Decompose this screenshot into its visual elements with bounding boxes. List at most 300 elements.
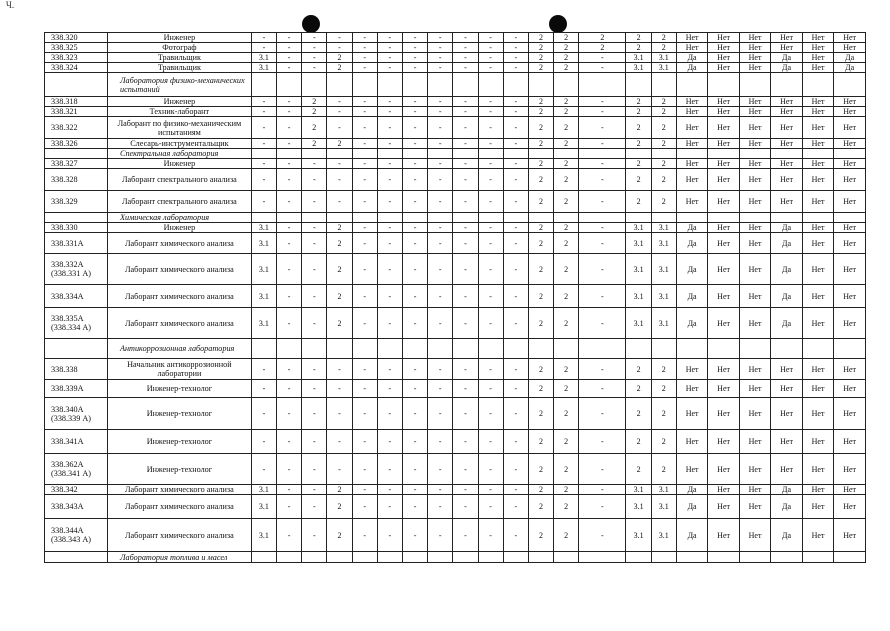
empty-cell <box>771 552 802 563</box>
punch-hole <box>302 15 320 33</box>
value-cell: - <box>377 430 402 454</box>
empty-cell <box>626 552 651 563</box>
value-cell: - <box>377 97 402 107</box>
value-cell: Да <box>676 233 707 254</box>
value-cell: Нет <box>834 398 866 430</box>
value-cell: Да <box>771 254 802 285</box>
value-cell: - <box>428 43 453 53</box>
value-cell: - <box>579 285 626 308</box>
empty-cell <box>428 149 453 159</box>
value-cell: Нет <box>802 117 833 139</box>
value-cell: 2 <box>579 33 626 43</box>
empty-cell <box>251 213 276 223</box>
empty-cell <box>834 339 866 359</box>
empty-cell <box>277 213 302 223</box>
position-name: Лаборант химического анализа <box>107 308 251 339</box>
value-cell: - <box>402 254 427 285</box>
value-cell: - <box>302 398 327 430</box>
value-cell: - <box>579 233 626 254</box>
value-cell: Да <box>676 53 707 63</box>
value-cell: 3.1 <box>251 223 276 233</box>
value-cell: Нет <box>771 43 802 53</box>
empty-cell <box>277 73 302 97</box>
position-name: Лаборант химического анализа <box>107 519 251 552</box>
empty-cell <box>478 339 503 359</box>
value-cell: - <box>352 454 377 485</box>
code-cell: 338.328 <box>45 169 108 191</box>
value-cell: Нет <box>771 117 802 139</box>
value-cell: - <box>478 97 503 107</box>
value-cell: Нет <box>834 97 866 107</box>
code-cell: 338.322 <box>45 117 108 139</box>
value-cell: 2 <box>528 53 553 63</box>
code-cell: 338.340А (338.339 А) <box>45 398 108 430</box>
empty-cell <box>327 149 352 159</box>
value-cell: - <box>428 285 453 308</box>
value-cell: Нет <box>834 519 866 552</box>
table-row <box>45 223 866 233</box>
code-cell: 338.325 <box>45 43 108 53</box>
value-cell: Нет <box>708 430 739 454</box>
value-cell: - <box>428 485 453 495</box>
value-cell: Нет <box>739 398 770 430</box>
value-cell: - <box>277 169 302 191</box>
value-cell: Нет <box>676 107 707 117</box>
value-cell: Нет <box>708 308 739 339</box>
value-cell: - <box>302 43 327 53</box>
value-cell: Нет <box>802 398 833 430</box>
value-cell: - <box>302 159 327 169</box>
code-cell: 338.331А <box>45 233 108 254</box>
value-cell: Нет <box>676 43 707 53</box>
value-cell: 3.1 <box>626 285 651 308</box>
value-cell: Да <box>676 495 707 519</box>
value-cell: 2 <box>302 117 327 139</box>
value-cell: 2 <box>651 107 676 117</box>
value-cell: 2 <box>528 495 553 519</box>
value-cell: Нет <box>708 169 739 191</box>
value-cell: Нет <box>739 33 770 43</box>
value-cell: Нет <box>739 139 770 149</box>
value-cell: - <box>428 169 453 191</box>
value-cell: 2 <box>327 285 352 308</box>
empty-cell <box>651 149 676 159</box>
empty-cell <box>503 552 528 563</box>
value-cell: - <box>503 308 528 339</box>
value-cell: Нет <box>739 43 770 53</box>
value-cell: - <box>428 107 453 117</box>
value-cell: - <box>352 191 377 213</box>
value-cell: Нет <box>739 285 770 308</box>
value-cell: Нет <box>802 107 833 117</box>
value-cell: - <box>478 63 503 73</box>
value-cell: Нет <box>802 43 833 53</box>
value-cell: Нет <box>834 191 866 213</box>
value-cell: 2 <box>651 191 676 213</box>
scan-mark: Ч. <box>6 0 15 10</box>
value-cell: - <box>402 159 427 169</box>
value-cell: - <box>453 191 478 213</box>
value-cell: - <box>453 43 478 53</box>
value-cell: Нет <box>708 139 739 149</box>
value-cell: Нет <box>708 495 739 519</box>
value-cell: - <box>402 285 427 308</box>
value-cell: - <box>251 191 276 213</box>
code-cell <box>45 552 108 563</box>
value-cell: 2 <box>626 97 651 107</box>
empty-cell <box>503 73 528 97</box>
empty-cell <box>676 213 707 223</box>
value-cell: - <box>327 117 352 139</box>
table-row <box>45 454 866 485</box>
table-row <box>45 519 866 552</box>
value-cell: 2 <box>554 191 579 213</box>
value-cell: - <box>453 380 478 398</box>
value-cell: Нет <box>834 107 866 117</box>
value-cell: Да <box>771 53 802 63</box>
value-cell: - <box>277 359 302 380</box>
value-cell: - <box>352 308 377 339</box>
table-row <box>45 139 866 149</box>
table-row <box>45 485 866 495</box>
section-row <box>45 149 866 159</box>
value-cell: 2 <box>327 63 352 73</box>
empty-cell <box>739 552 770 563</box>
value-cell: 2 <box>528 63 553 73</box>
value-cell: - <box>402 308 427 339</box>
value-cell: - <box>302 519 327 552</box>
value-cell: - <box>402 454 427 485</box>
value-cell: 2 <box>626 139 651 149</box>
value-cell: - <box>503 398 528 430</box>
value-cell: 3.1 <box>651 495 676 519</box>
value-cell: - <box>428 519 453 552</box>
value-cell: - <box>579 53 626 63</box>
value-cell: 2 <box>528 519 553 552</box>
value-cell: - <box>277 398 302 430</box>
value-cell: - <box>251 33 276 43</box>
value-cell: - <box>352 117 377 139</box>
value-cell: - <box>302 254 327 285</box>
empty-cell <box>453 149 478 159</box>
table-row <box>45 191 866 213</box>
empty-cell <box>626 213 651 223</box>
value-cell: Нет <box>802 97 833 107</box>
code-cell: 338.344А (338.343 А) <box>45 519 108 552</box>
value-cell: - <box>503 117 528 139</box>
position-name: Лаборант по физико-механическим испытаниям <box>107 117 251 139</box>
value-cell: - <box>402 233 427 254</box>
section-title: Спектральная лаборатория <box>107 149 251 159</box>
value-cell: - <box>377 169 402 191</box>
empty-cell <box>579 552 626 563</box>
empty-cell <box>771 149 802 159</box>
table-row <box>45 430 866 454</box>
value-cell: - <box>478 254 503 285</box>
value-cell: 2 <box>327 485 352 495</box>
value-cell: 2 <box>327 233 352 254</box>
value-cell: Нет <box>739 308 770 339</box>
table-row <box>45 63 866 73</box>
value-cell: 2 <box>528 97 553 107</box>
value-cell: - <box>352 43 377 53</box>
value-cell: 2 <box>528 359 553 380</box>
value-cell: 3.1 <box>626 233 651 254</box>
value-cell: - <box>428 495 453 519</box>
empty-cell <box>277 552 302 563</box>
value-cell: - <box>302 233 327 254</box>
value-cell: - <box>478 139 503 149</box>
value-cell: Нет <box>834 139 866 149</box>
value-cell: - <box>251 107 276 117</box>
value-cell: - <box>277 139 302 149</box>
value-cell: Нет <box>739 430 770 454</box>
value-cell: - <box>478 398 503 430</box>
value-cell: - <box>503 33 528 43</box>
empty-cell <box>302 149 327 159</box>
code-cell: 338.334А <box>45 285 108 308</box>
value-cell: 2 <box>626 159 651 169</box>
value-cell: - <box>377 191 402 213</box>
value-cell: Нет <box>739 223 770 233</box>
value-cell: - <box>579 107 626 117</box>
value-cell: - <box>579 454 626 485</box>
value-cell: - <box>277 33 302 43</box>
value-cell: Да <box>771 519 802 552</box>
empty-cell <box>528 149 553 159</box>
value-cell: Нет <box>834 33 866 43</box>
value-cell: 2 <box>626 117 651 139</box>
value-cell: Нет <box>802 191 833 213</box>
position-name: Лаборант химического анализа <box>107 285 251 308</box>
value-cell: - <box>302 169 327 191</box>
value-cell: Нет <box>802 139 833 149</box>
value-cell: - <box>428 139 453 149</box>
value-cell: 2 <box>579 43 626 53</box>
value-cell: - <box>327 359 352 380</box>
value-cell: Да <box>676 254 707 285</box>
value-cell: Нет <box>708 454 739 485</box>
value-cell: 2 <box>302 97 327 107</box>
empty-cell <box>579 213 626 223</box>
empty-cell <box>277 339 302 359</box>
value-cell: - <box>503 495 528 519</box>
value-cell: - <box>377 519 402 552</box>
section-title: Лаборатория физико-механических испытаний <box>107 73 251 97</box>
value-cell: 2 <box>528 223 553 233</box>
position-name: Лаборант химического анализа <box>107 495 251 519</box>
value-cell: Нет <box>834 223 866 233</box>
value-cell: - <box>377 107 402 117</box>
value-cell: Нет <box>771 139 802 149</box>
empty-cell <box>834 149 866 159</box>
value-cell: - <box>377 398 402 430</box>
empty-cell <box>377 339 402 359</box>
value-cell: - <box>478 43 503 53</box>
empty-cell <box>626 73 651 97</box>
value-cell: - <box>428 233 453 254</box>
code-cell <box>45 149 108 159</box>
position-name: Лаборант химического анализа <box>107 485 251 495</box>
empty-cell <box>251 73 276 97</box>
value-cell: - <box>402 169 427 191</box>
empty-cell <box>352 213 377 223</box>
empty-cell <box>352 339 377 359</box>
code-cell: 338.324 <box>45 63 108 73</box>
value-cell: Нет <box>708 223 739 233</box>
value-cell: - <box>277 430 302 454</box>
empty-cell <box>651 73 676 97</box>
position-name: Инженер <box>107 97 251 107</box>
position-name: Лаборант спектрального анализа <box>107 191 251 213</box>
empty-cell <box>428 73 453 97</box>
value-cell: - <box>453 33 478 43</box>
value-cell: - <box>503 191 528 213</box>
empty-cell <box>302 73 327 97</box>
value-cell: 2 <box>554 139 579 149</box>
value-cell: - <box>453 139 478 149</box>
empty-cell <box>834 552 866 563</box>
value-cell: 2 <box>651 380 676 398</box>
value-cell: - <box>377 485 402 495</box>
value-cell: - <box>503 485 528 495</box>
value-cell: 2 <box>554 63 579 73</box>
value-cell: 2 <box>626 430 651 454</box>
table-row <box>45 117 866 139</box>
table-row <box>45 495 866 519</box>
value-cell: - <box>579 380 626 398</box>
value-cell: Нет <box>708 97 739 107</box>
section-title: Антикоррозионная лаборатория <box>107 339 251 359</box>
value-cell: 2 <box>651 159 676 169</box>
value-cell: 2 <box>651 43 676 53</box>
value-cell: - <box>579 495 626 519</box>
value-cell: Нет <box>834 254 866 285</box>
value-cell: - <box>377 254 402 285</box>
value-cell: 2 <box>626 191 651 213</box>
value-cell: - <box>302 454 327 485</box>
empty-cell <box>802 552 833 563</box>
empty-cell <box>453 339 478 359</box>
empty-cell <box>771 213 802 223</box>
value-cell: 2 <box>651 139 676 149</box>
value-cell: - <box>428 63 453 73</box>
value-cell: - <box>503 43 528 53</box>
code-cell: 338.343А <box>45 495 108 519</box>
value-cell: - <box>352 223 377 233</box>
value-cell: Нет <box>708 191 739 213</box>
value-cell: Нет <box>739 63 770 73</box>
value-cell: - <box>277 63 302 73</box>
value-cell: Да <box>676 223 707 233</box>
value-cell: - <box>503 97 528 107</box>
value-cell: Нет <box>802 430 833 454</box>
empty-cell <box>708 73 739 97</box>
value-cell: - <box>277 254 302 285</box>
value-cell: Нет <box>708 485 739 495</box>
value-cell: 2 <box>528 308 553 339</box>
value-cell: - <box>251 430 276 454</box>
empty-cell <box>453 552 478 563</box>
value-cell: - <box>503 430 528 454</box>
value-cell: - <box>579 254 626 285</box>
value-cell: Нет <box>708 359 739 380</box>
empty-cell <box>708 213 739 223</box>
value-cell: Нет <box>771 380 802 398</box>
value-cell: - <box>377 43 402 53</box>
value-cell: - <box>428 380 453 398</box>
value-cell: - <box>327 454 352 485</box>
value-cell: Нет <box>834 159 866 169</box>
value-cell: 2 <box>554 169 579 191</box>
value-cell: - <box>302 495 327 519</box>
value-cell: - <box>352 63 377 73</box>
position-name: Инженер-технолог <box>107 430 251 454</box>
value-cell: - <box>352 233 377 254</box>
value-cell: - <box>402 53 427 63</box>
code-cell: 338.327 <box>45 159 108 169</box>
table-row <box>45 308 866 339</box>
value-cell: - <box>503 139 528 149</box>
value-cell: Нет <box>676 117 707 139</box>
value-cell: - <box>428 191 453 213</box>
value-cell: Нет <box>834 169 866 191</box>
value-cell: Нет <box>676 159 707 169</box>
value-cell: - <box>503 223 528 233</box>
value-cell: - <box>402 43 427 53</box>
value-cell: 2 <box>528 117 553 139</box>
value-cell: - <box>478 454 503 485</box>
value-cell: - <box>503 159 528 169</box>
value-cell: Нет <box>834 430 866 454</box>
assessment-table <box>44 32 866 563</box>
code-cell: 338.318 <box>45 97 108 107</box>
value-cell: - <box>428 308 453 339</box>
value-cell: - <box>428 398 453 430</box>
value-cell: Нет <box>708 107 739 117</box>
value-cell: - <box>377 63 402 73</box>
empty-cell <box>377 73 402 97</box>
value-cell: 2 <box>651 117 676 139</box>
value-cell: 2 <box>528 159 553 169</box>
value-cell: - <box>277 519 302 552</box>
value-cell: Нет <box>834 495 866 519</box>
punch-hole <box>549 15 567 33</box>
value-cell: - <box>251 97 276 107</box>
value-cell: - <box>251 380 276 398</box>
value-cell: 2 <box>651 430 676 454</box>
table-row <box>45 43 866 53</box>
value-cell: 2 <box>528 485 553 495</box>
value-cell: - <box>453 53 478 63</box>
value-cell: - <box>453 159 478 169</box>
table-row <box>45 97 866 107</box>
value-cell: - <box>277 454 302 485</box>
value-cell: - <box>478 107 503 117</box>
value-cell: - <box>327 430 352 454</box>
value-cell: 2 <box>528 233 553 254</box>
value-cell: 3.1 <box>651 233 676 254</box>
section-row <box>45 339 866 359</box>
value-cell: 2 <box>651 359 676 380</box>
value-cell: Нет <box>771 430 802 454</box>
value-cell: Нет <box>739 454 770 485</box>
value-cell: - <box>377 139 402 149</box>
value-cell: 2 <box>528 33 553 43</box>
section-row <box>45 552 866 563</box>
position-name: Лаборант химического анализа <box>107 254 251 285</box>
value-cell: Нет <box>771 97 802 107</box>
